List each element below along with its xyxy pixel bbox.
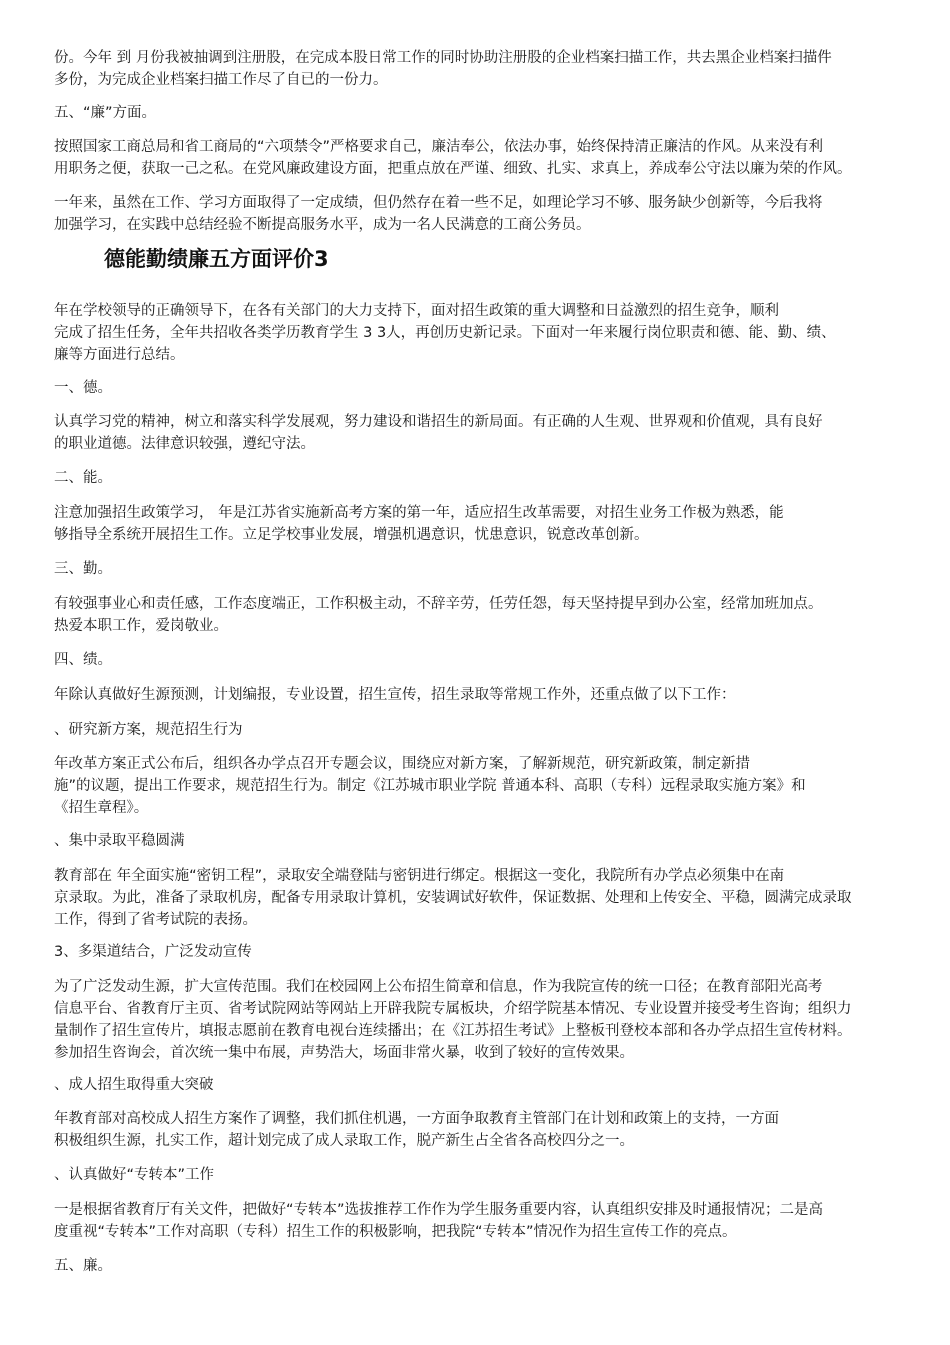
paragraph-archive-scanning bbox=[54, 47, 906, 91]
title-number: 3 bbox=[314, 247, 329, 271]
text-line: 多份，为完成企业档案扫描工作尽了自已的一份力。 bbox=[54, 72, 388, 88]
text-line: 廉等方面进行总结。 bbox=[54, 347, 185, 363]
paragraph-adult-enrollment bbox=[54, 1108, 906, 1152]
text-line: 够指导全系统开展招生工作。立足学校事业发展，增强机遇意识，忧患意识，锐意改革创新。 bbox=[54, 527, 649, 543]
text-line: 热爱本职工作，爱岗敬业。 bbox=[54, 618, 228, 634]
subheading-publicity bbox=[54, 941, 906, 963]
text-line: 《招生章程》。 bbox=[54, 800, 149, 816]
subheading-new-plan bbox=[54, 719, 906, 741]
text-line: 年在学校领导的正确领导下，在各有关部门的大力支持下，面对招生政策的重大调整和日益激烈的招生竞争，顺利 bbox=[54, 303, 779, 319]
text-line: 完成了招生任务，全年共招收各类学历教育学生 3 3人，再创历史新记录。下面对一年来履行岗位职责和德、能、勤、绩、 bbox=[54, 325, 836, 341]
text-line: 度重视“专转本”工作对高职（专科）招生工作的积极影响，把我院“专转本”情况作为招生宣传工作的亮点。 bbox=[54, 1224, 737, 1240]
paragraph-integrity bbox=[54, 136, 906, 180]
text-line: 按照国家工商总局和省工商局的“六项禁令”严格要求自己，廉洁奉公，依法办事，始终保持清正廉洁的作风。从来没有利 bbox=[54, 139, 824, 155]
text-line: 年教育部对高校成人招生方案作了调整，我们抓住机遇，一方面争取教育主管部门在计划和政策上的支持，一方面 bbox=[54, 1111, 779, 1127]
section-heading-qin bbox=[54, 558, 906, 580]
text-line: 量制作了招生宣传片，填报志愿前在教育电视台连续播出；在《江苏招生考试》上整板刊登校本部和各办学点招生宣传材料。 bbox=[54, 1023, 852, 1039]
text-line: 教育部在 年全面实施“密钥工程”，录取安全端登陆与密钥进行绑定。根据这一变化，我院所有办学点必须集中在南 bbox=[54, 868, 785, 884]
section-heading-ji bbox=[54, 649, 906, 671]
subheading-adult-enrollment bbox=[54, 1074, 906, 1096]
text-line: 的职业道德。法律意识较强，遵纪守法。 bbox=[54, 436, 315, 452]
paragraph-ji-intro bbox=[54, 684, 906, 706]
paragraph-new-plan bbox=[54, 753, 906, 819]
text-line: 一是根据省教育厅有关文件，把做好“专转本”选拔推荐工作作为学生服务重要内容，认真组织安排及时通报情况；二是高 bbox=[54, 1202, 824, 1218]
text-line: 一、德。 bbox=[54, 380, 112, 396]
paragraph-neng bbox=[54, 502, 906, 546]
subheading-centralized bbox=[54, 830, 906, 852]
text-line: 有较强事业心和责任感，工作态度端正，工作积极主动，不辞辛劳，任劳任怨，每天坚持提早到办公室，经常加班加点。 bbox=[54, 596, 823, 612]
text-line: 年改革方案正式公布后，组织各办学点召开专题会议，围绕应对新方案，了解新规范，研究新政策，制定新措 bbox=[54, 756, 750, 772]
paragraph-publicity bbox=[54, 976, 906, 1064]
text-line: 信息平台、省教育厅主页、省考试院网站等网站上开辟我院专属板块，介绍学院基本情况、专业设置并接受考生咨询；组织力 bbox=[54, 1001, 852, 1017]
text-line: 参加招生咨询会，首次统一集中布展，声势浩大，场面非常火暴，收到了较好的宣传效果。 bbox=[54, 1045, 634, 1061]
text-line: 二、能。 bbox=[54, 470, 112, 486]
text-line: 四、绩。 bbox=[54, 652, 112, 668]
paragraph-transfer bbox=[54, 1199, 906, 1243]
text-line: 五、“廉”方面。 bbox=[54, 105, 157, 121]
text-line: 工作，得到了省考试院的表扬。 bbox=[54, 912, 257, 928]
section-heading-lian bbox=[54, 1255, 906, 1277]
document-title bbox=[104, 244, 329, 274]
text-line: 3、多渠道结合，广泛发动宣传 bbox=[54, 944, 252, 960]
section-heading-neng bbox=[54, 467, 906, 489]
text-line: 为了广泛发动生源，扩大宣传范围。我们在校园网上公布招生简章和信息，作为我院宣传的统一口径；在教育部阳光高考 bbox=[54, 979, 823, 995]
text-line: 认真学习党的精神，树立和落实科学发展观，努力建设和谐招生的新局面。有正确的人生观、世界观和价值观，具有良好 bbox=[54, 414, 823, 430]
text-line: 加强学习，在实践中总结经验不断提高服务水平，成为一名人民满意的工商公务员。 bbox=[54, 217, 591, 233]
text-line: 、认真做好“专转本”工作 bbox=[54, 1167, 215, 1183]
text-line: 积极组织生源，扎实工作，超计划完成了成人录取工作，脱产新生占全省各高校四分之一。 bbox=[54, 1133, 634, 1149]
text-line: 注意加强招生政策学习， 年是江苏省实施新高考方案的第一年，适应招生改革需要，对招生业务工作极为熟悉，能 bbox=[54, 505, 784, 521]
section-heading-integrity bbox=[54, 102, 906, 124]
text-line: 施”的议题，提出工作要求，规范招生行为。制定《江苏城市职业学院 普通本科、高职（专科）远程录取实施方案》和 bbox=[54, 778, 806, 794]
text-line: 份。今年 到 月份我被抽调到注册股，在完成本股日常工作的同时协助注册股的企业档案扫描工作，共去黑企业档案扫描件 bbox=[54, 50, 832, 66]
paragraph-centralized bbox=[54, 865, 906, 931]
text-line: 京录取。为此，准备了录取机房，配备专用录取计算机，安装调试好软件，保证数据、处理和上传安全、平稳，圆满完成录取 bbox=[54, 890, 852, 906]
paragraph-intro bbox=[54, 300, 906, 366]
paragraph-qin bbox=[54, 593, 906, 637]
title-text: 德能勤绩廉五方面评价 bbox=[104, 247, 314, 271]
text-line: 五、廉。 bbox=[54, 1258, 112, 1274]
section-heading-de bbox=[54, 377, 906, 399]
paragraph-de bbox=[54, 411, 906, 455]
text-line: 年除认真做好生源预测，计划编报，专业设置，招生宣传，招生录取等常规工作外，还重点做了以下工作： bbox=[54, 687, 736, 703]
paragraph-summary bbox=[54, 192, 906, 236]
text-line: 、成人招生取得重大突破 bbox=[54, 1077, 214, 1093]
text-line: 、集中录取平稳圆满 bbox=[54, 833, 185, 849]
subheading-transfer bbox=[54, 1164, 906, 1186]
text-line: 、研究新方案，规范招生行为 bbox=[54, 722, 243, 738]
text-line: 三、勤。 bbox=[54, 561, 112, 577]
text-line: 一年来，虽然在工作、学习方面取得了一定成绩，但仍然存在着一些不足，如理论学习不够、服务缺少创新等，今后我将 bbox=[54, 195, 823, 211]
text-line: 用职务之便，获取一己之私。在党风廉政建设方面，把重点放在严谨、细致、扎实、求真上，养成奉公守法以廉为荣的作风。 bbox=[54, 161, 852, 177]
